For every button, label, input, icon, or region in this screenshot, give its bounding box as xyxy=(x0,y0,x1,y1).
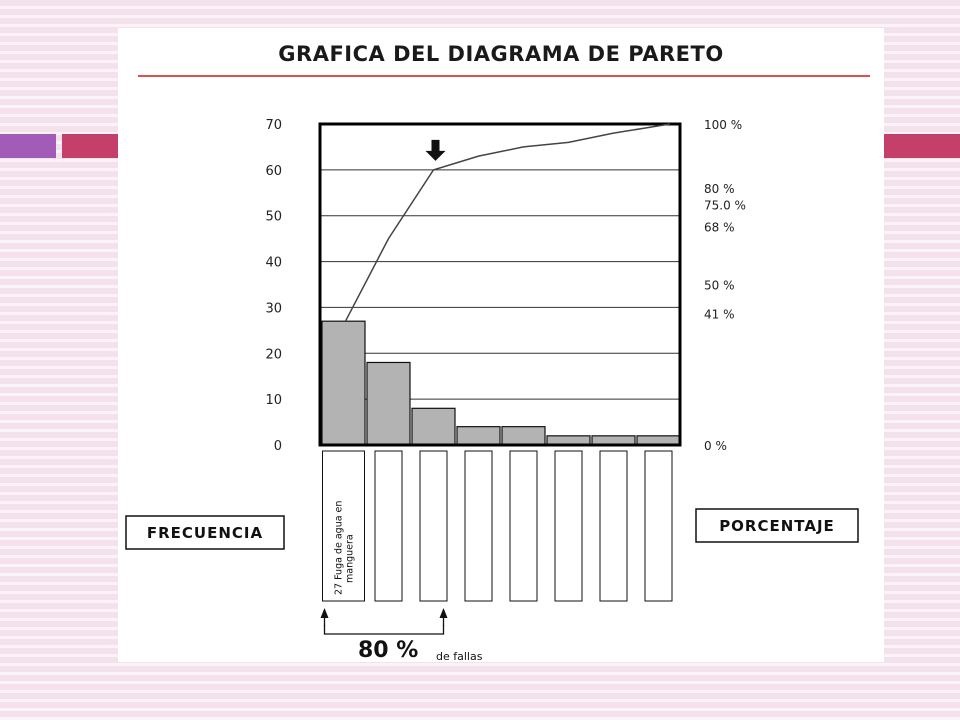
y2-tick-label: 41 % xyxy=(704,307,735,322)
category-label-line: manguera xyxy=(344,534,356,583)
category-box xyxy=(375,451,402,601)
slide-title: GRAFICA DEL DIAGRAMA DE PARETO xyxy=(278,42,724,66)
annotation-text: de fallas xyxy=(436,650,483,662)
category-label-line: 27 Fuga de agua en xyxy=(333,500,345,595)
y-tick-label: 60 xyxy=(265,163,282,179)
pareto-bracket xyxy=(325,625,444,634)
category-box xyxy=(465,451,492,601)
bar xyxy=(412,408,455,445)
y-tick-label: 20 xyxy=(265,347,282,363)
decorative-bar-right-pink xyxy=(884,134,960,158)
bar xyxy=(457,427,500,445)
bar xyxy=(502,427,545,445)
y2-tick-label: 68 % xyxy=(704,220,735,235)
bar xyxy=(367,362,410,445)
y-tick-label: 30 xyxy=(265,301,282,317)
y-tick-label: 10 xyxy=(265,393,282,409)
y2-tick-label: 75.0 % xyxy=(704,198,746,213)
y-tick-label: 40 xyxy=(265,255,282,271)
y-tick-label: 70 xyxy=(265,118,282,133)
y2-tick-label: 80 % xyxy=(704,182,735,197)
annotation-percent: 80 % xyxy=(358,638,419,662)
category-box xyxy=(645,451,672,601)
pareto-chart xyxy=(118,28,884,662)
porcentaje-label: PORCENTAJE xyxy=(719,517,835,535)
y2-tick-label: 50 % xyxy=(704,278,735,293)
y-tick-label: 50 xyxy=(265,209,282,225)
frecuencia-label: FRECUENCIA xyxy=(146,524,264,542)
category-box xyxy=(555,451,582,601)
y2-tick-label: 0 % xyxy=(704,439,727,453)
cumulative-line xyxy=(346,124,671,321)
decorative-bar-left-pink xyxy=(62,134,118,158)
bar xyxy=(322,321,365,445)
category-box xyxy=(600,451,627,601)
slide-panel xyxy=(118,28,884,662)
category-box xyxy=(510,451,537,601)
y2-tick-label: 100 % xyxy=(704,118,743,132)
category-box xyxy=(420,451,447,601)
decorative-bar-left-purple xyxy=(0,134,56,158)
y-tick-label: 0 xyxy=(273,439,282,454)
arrow-down-icon xyxy=(426,140,446,161)
